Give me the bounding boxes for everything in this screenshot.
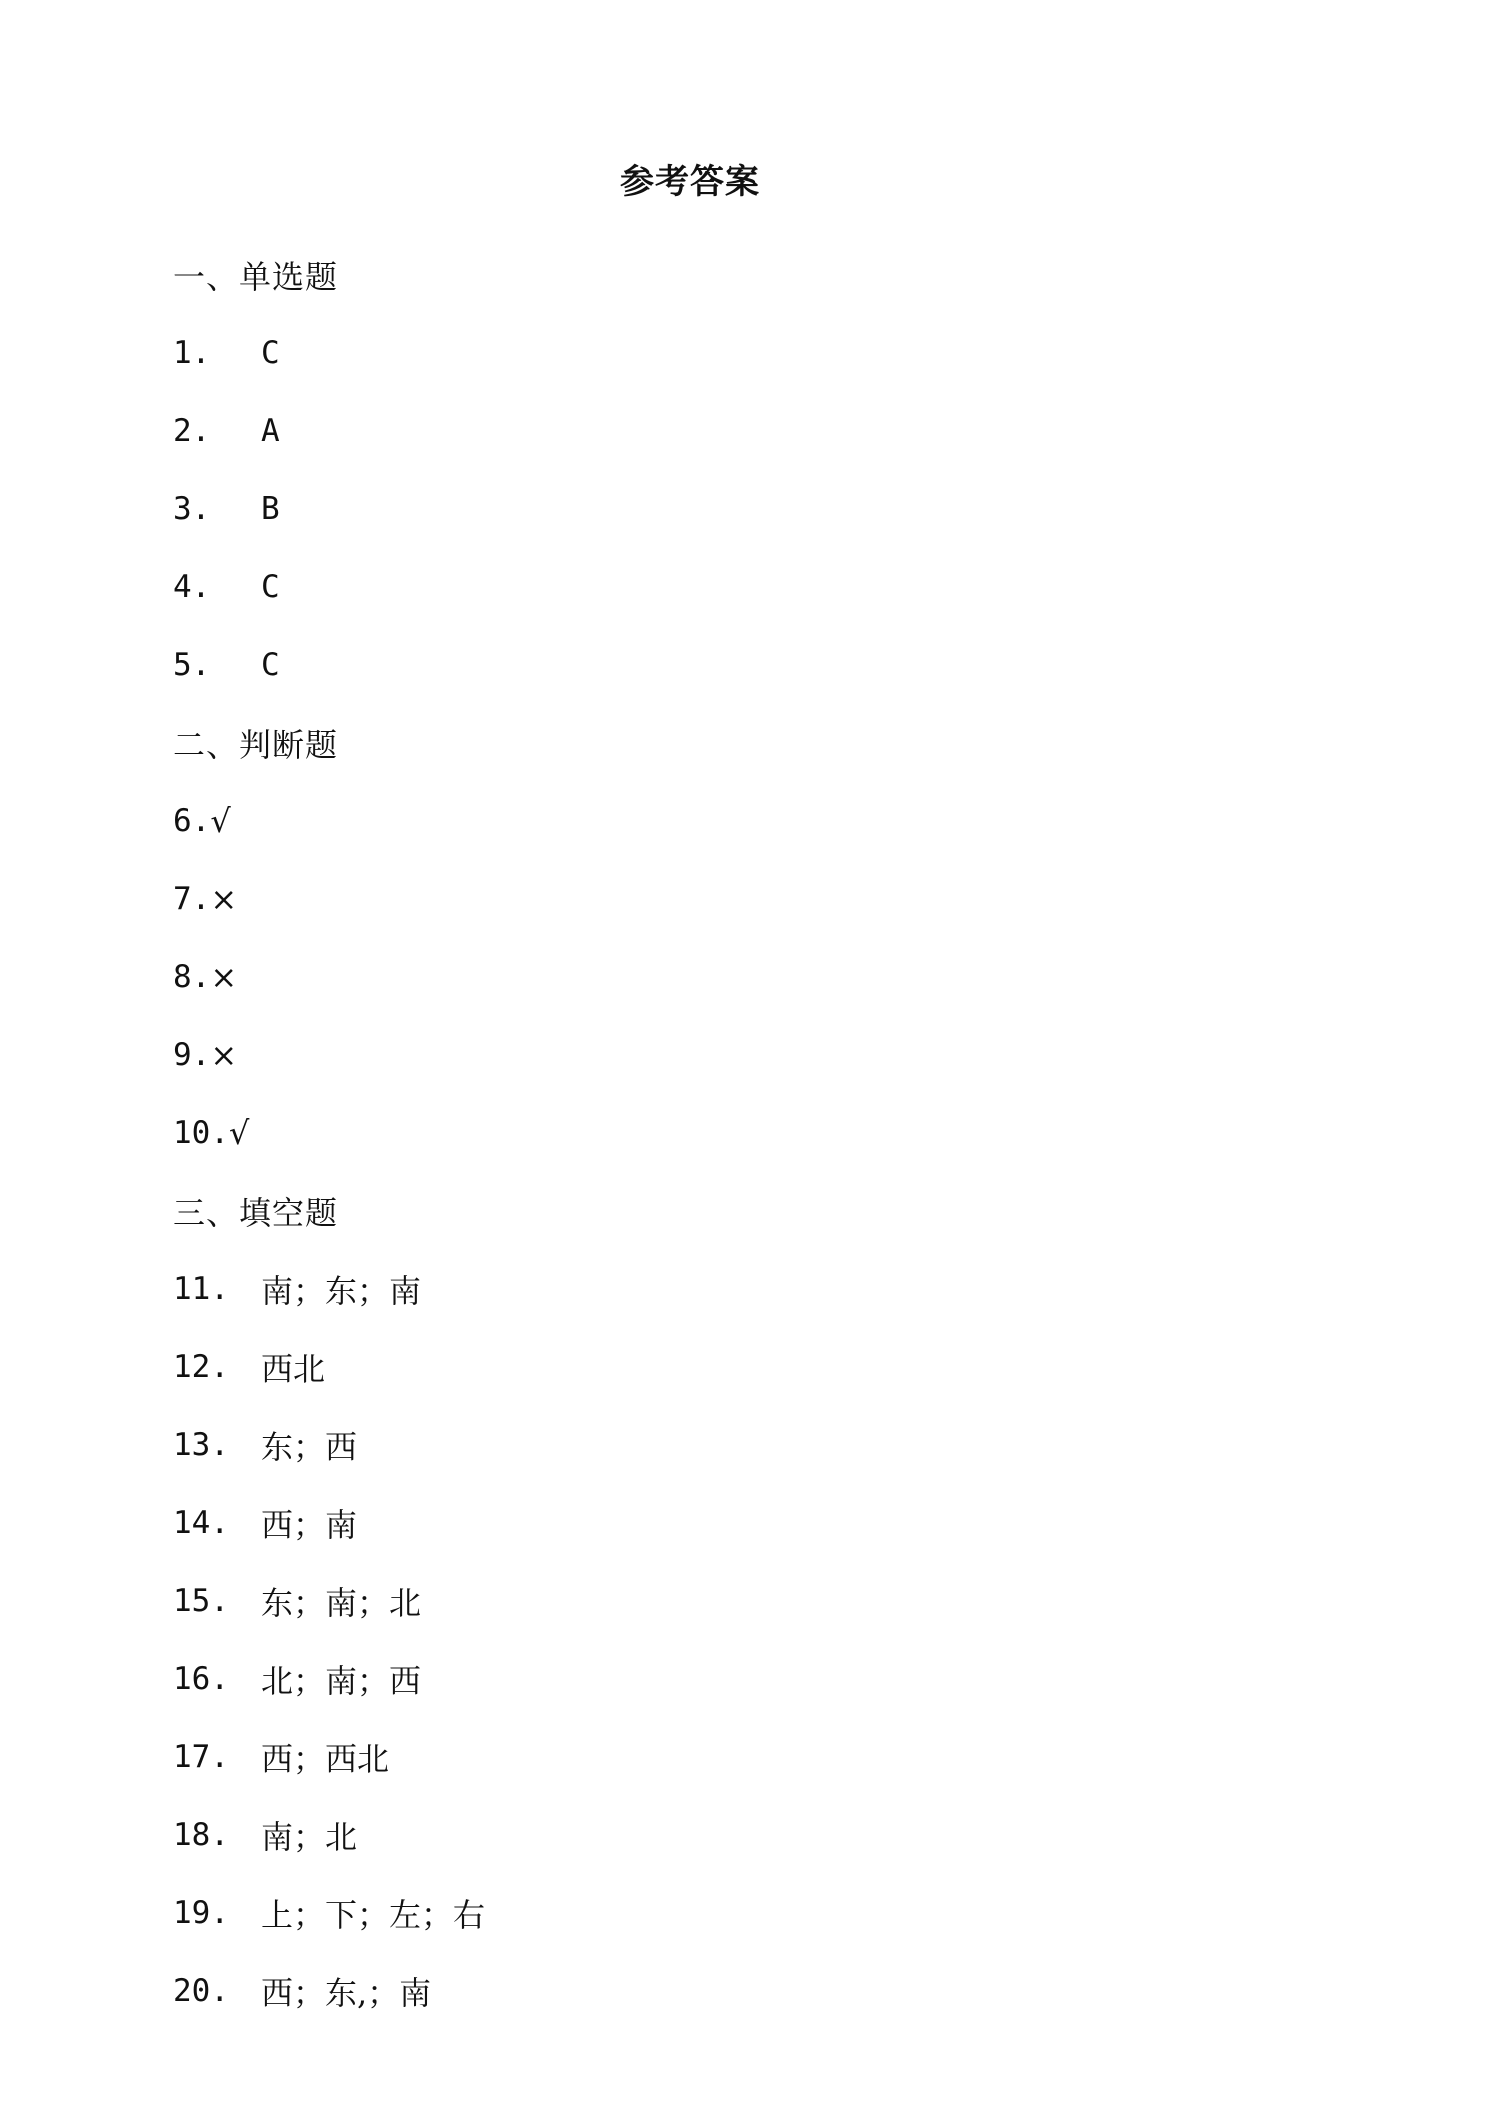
answer-value: A [261,413,280,449]
answer-item [173,860,1373,938]
question-number: 13. [173,1427,229,1463]
answer-value: 西；东,；南 [261,1974,432,2012]
answer-item [173,1016,1373,1094]
answer-item [173,1718,1373,1796]
question-number: 16. [173,1661,229,1697]
answer-item [173,1796,1373,1874]
answer-item [173,470,1373,548]
answer-value: × [210,1036,238,1074]
answer-value: × [210,958,238,996]
question-number: 4. [173,569,211,605]
question-number: 14. [173,1505,229,1541]
question-number: 2. [173,413,211,449]
question-number: 9. [173,1037,211,1073]
answer-item [173,1328,1373,1406]
answer-item [173,626,1373,704]
answer-value: C [261,647,280,683]
question-number: 6. [173,803,211,839]
answer-item [173,548,1373,626]
answer-list [173,236,1373,2030]
question-number: 10. [173,1115,229,1151]
question-number: 19. [173,1895,229,1931]
question-number: 11. [173,1271,229,1307]
answer-item [173,782,1373,860]
question-number: 1. [173,335,211,371]
answer-item [173,392,1373,470]
answer-value: 东；西 [261,1428,358,1466]
answer-item [173,1484,1373,1562]
question-number: 5. [173,647,211,683]
answer-value: C [261,569,280,605]
section-heading-fill-blank: 三、填空题 [173,1194,339,1232]
answer-value: 西；西北 [261,1740,390,1778]
answer-item [173,1562,1373,1640]
answer-item [173,1406,1373,1484]
question-number: 3. [173,491,211,527]
answer-value: √ [229,1114,250,1152]
answer-item [173,314,1373,392]
answer-item [173,1094,1373,1172]
question-number: 18. [173,1817,229,1853]
answer-item [173,938,1373,1016]
question-number: 8. [173,959,211,995]
answer-value: B [261,491,280,527]
answer-value: √ [210,802,231,840]
answer-value: 北；南；西 [261,1662,422,1700]
answer-value: 西北 [261,1350,326,1388]
answer-value: 东；南；北 [261,1584,422,1622]
question-number: 12. [173,1349,229,1385]
question-number: 20. [173,1973,229,2009]
answer-value: C [261,335,280,371]
question-number: 17. [173,1739,229,1775]
answer-value: 西；南 [261,1506,358,1544]
answer-item [173,1250,1373,1328]
answer-value: 上；下；左；右 [261,1896,486,1934]
answer-item [173,1874,1373,1952]
section-heading-true-false: 二、判断题 [173,726,339,764]
answer-value: 南；东；南 [261,1272,422,1310]
section-heading-single-choice: 一、单选题 [173,258,339,296]
answer-value: 南；北 [261,1818,358,1856]
question-number: 15. [173,1583,229,1619]
answer-item [173,1640,1373,1718]
answer-value: × [210,880,238,918]
question-number: 7. [173,881,211,917]
answer-item [173,1952,1373,2030]
page-title: 参考答案 [620,162,760,202]
